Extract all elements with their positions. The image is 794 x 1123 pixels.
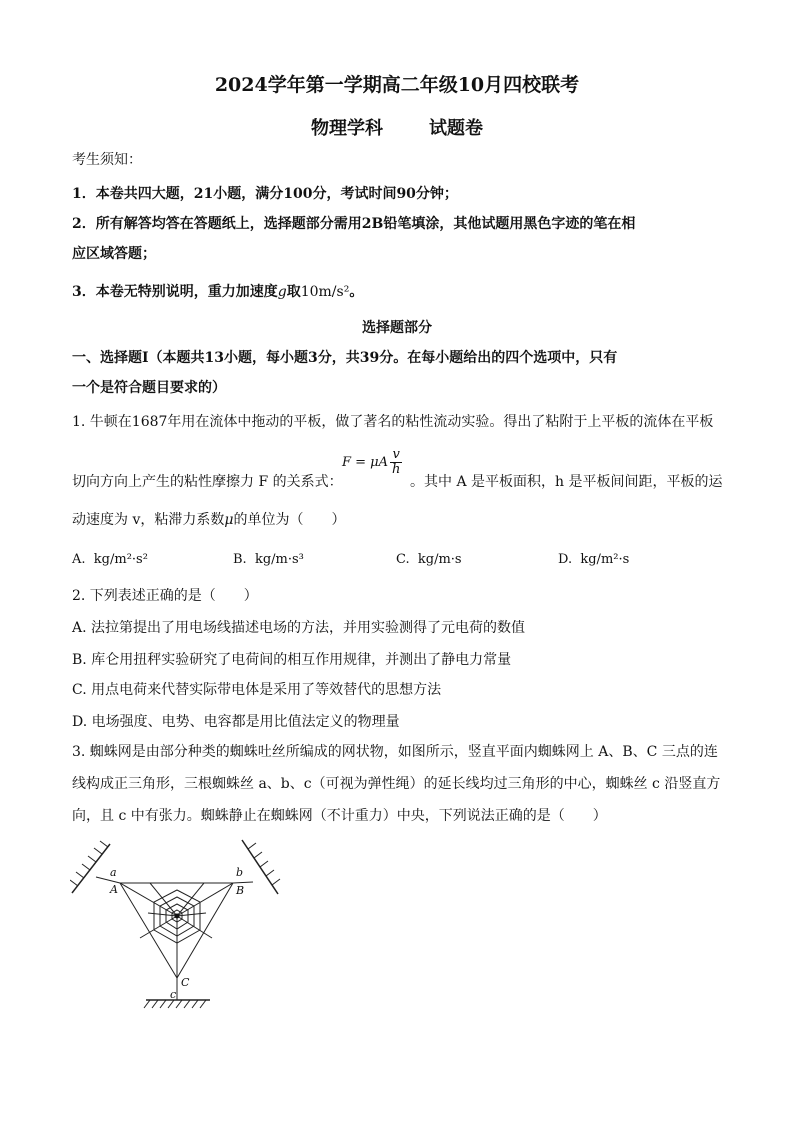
notice-heading: 考生须知： <box>72 152 142 168</box>
notice-item-3: 3．本卷无特别说明，重力加速度g取10m/s²。 <box>72 284 364 300</box>
q1-option-d[interactable]: D. kg/m²·s <box>558 552 630 567</box>
q1-line-1: 1. 牛顿在1687年用在流体中拖动的平板，做了著名的粘性流动实验。得出了粘附于上平板的流体在平板 <box>72 414 714 430</box>
q1-option-b[interactable]: B. kg/m·s³ <box>233 552 304 567</box>
q3-line-1: 3. 蜘蛛网是由部分种类的蜘蛛吐丝所编成的网状物，如图所示，竖直平面内蜘蛛网上 A、B、C 三点的连 <box>72 744 718 760</box>
spider-dot <box>175 914 180 919</box>
formula-fraction: $\frac{v}{h}$ <box>392 447 401 477</box>
label-a: a <box>110 866 117 879</box>
q1-formula: F = μA $\frac{v}{h}$ <box>342 447 401 477</box>
gravity-symbol: g <box>277 284 287 300</box>
q1-option-c[interactable]: C. kg/m·s <box>396 552 462 567</box>
section-heading: 选择题部分 <box>362 320 432 336</box>
q3-line-3: 向，且 c 中有张力。蜘蛛静止在蜘蛛网（不计重力）中央，下列说法正确的是（ ） <box>72 808 607 824</box>
exam-title: 2024学年第一学期高二年级10月四校联考 <box>214 74 580 96</box>
part1-instructions-line-2: 一个是符合题目要求的） <box>72 380 226 396</box>
q1-line-2-left: 切向方向上产生的粘性摩擦力 F 的关系式： <box>72 474 343 490</box>
gravity-value: 10m/s² <box>300 284 350 300</box>
part1-instructions-line-1: 一、选择题Ⅰ（本题共13小题，每小题3分，共39分。在每小题给出的四个选项中，只有 <box>72 350 618 366</box>
q2-stem: 2. 下列表述正确的是（ ） <box>72 588 258 604</box>
q2-option-a[interactable]: A. 法拉第提出了用电场线描述电场的方法，并用实验测得了元电荷的数值 <box>72 620 526 636</box>
label-c: c <box>170 988 177 1001</box>
q2-option-b[interactable]: B. 库仑用扭秤实验研究了电荷间的相互作用规律，并测出了静电力常量 <box>72 652 512 668</box>
label-A: A <box>110 883 118 896</box>
label-C: C <box>181 976 190 989</box>
label-B: B <box>236 884 245 897</box>
label-b: b <box>236 866 244 879</box>
q2-option-c[interactable]: C. 用点电荷来代替实际带电体是采用了等效替代的思想方法 <box>72 682 442 698</box>
q1-line-2-right: 。其中 A 是平板面积，h 是平板间间距，平板的运 <box>410 474 723 490</box>
exam-subtitle <box>0 114 794 140</box>
notice-item-1: 1．本卷共四大题，21小题，满分100分，考试时间90分钟； <box>72 186 458 202</box>
q3-line-2: 线构成正三角形，三根蜘蛛丝 a、b、c（可视为弹性绳）的延长线均过三角形的中心，蜘蛛丝 c 沿竖直方 <box>72 776 721 792</box>
q2-option-d[interactable]: D. 电场强度、电势、电容都是用比值法定义的物理量 <box>72 714 400 730</box>
subject-label: 物理学科 <box>311 118 383 139</box>
paper-label: 试题卷 <box>429 118 483 139</box>
mu-symbol: μ <box>224 512 234 528</box>
notice-item-2-line-1: 2．所有解答均答在答题纸上，选择题部分需用2B铅笔填涂，其他试题用黑色字迹的笔在相 <box>72 216 636 232</box>
notice-item-2-line-2: 应区域答题； <box>72 246 156 262</box>
q1-line-3: 动速度为 v，粘滞力系数μ的单位为（ ） <box>72 512 346 528</box>
spider-web-figure <box>70 838 290 1010</box>
q1-option-a[interactable]: A. kg/m²·s² <box>72 552 148 567</box>
